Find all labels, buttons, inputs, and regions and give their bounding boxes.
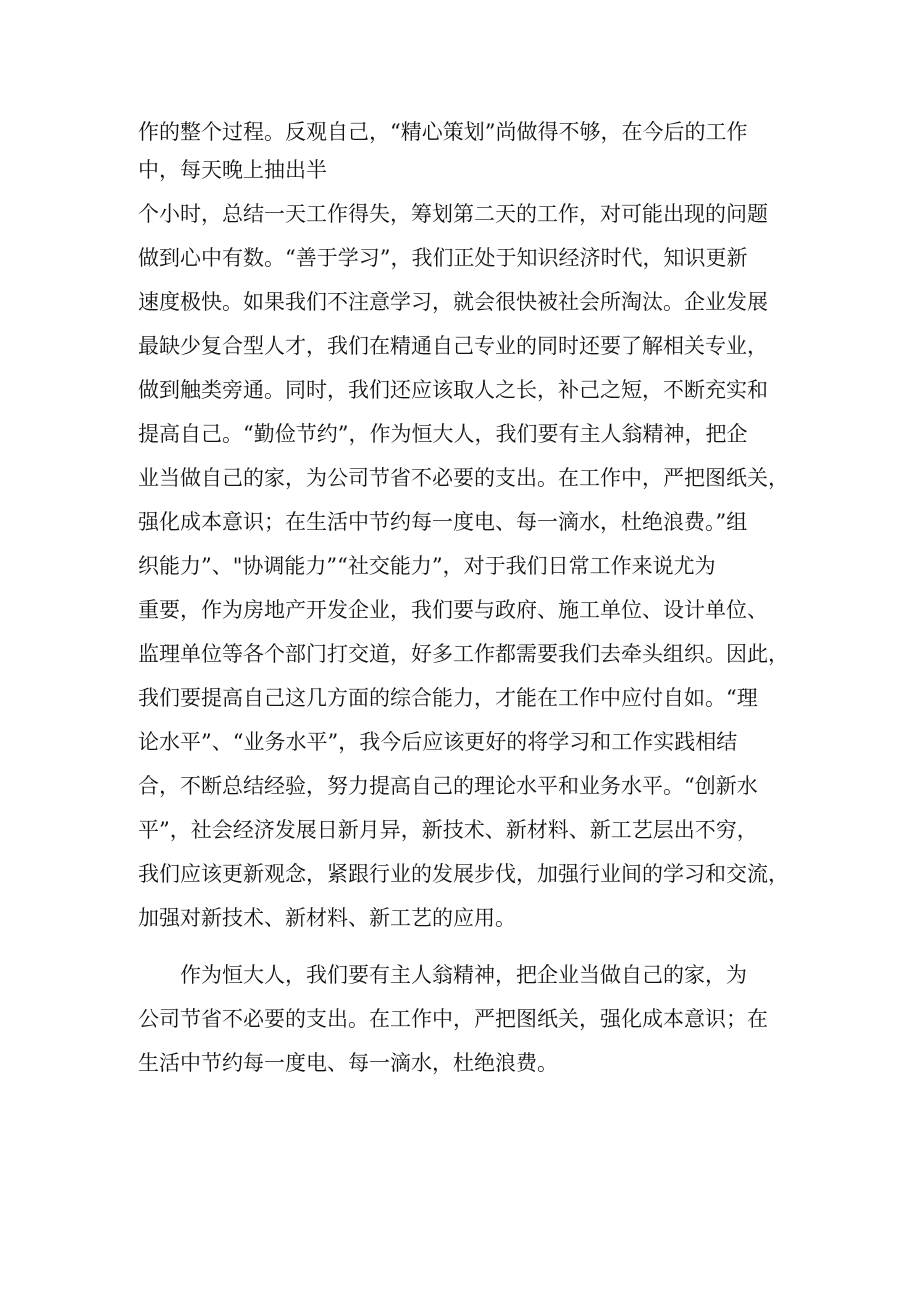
text-line: 平”，社会经济发展日新月异，新技术、新材料、新工艺层出不穷， <box>138 818 758 842</box>
text-line: 做到触类旁通。同时，我们还应该取人之长，补己之短，不断充实和 <box>138 378 768 402</box>
text-line: 作的整个过程。反观自己，“精心策划”尚做得不够，在今后的工作 <box>138 120 748 144</box>
text-line: 业当做自己的家，为公司节省不必要的支出。在工作中，严把图纸关， <box>138 466 789 490</box>
paragraph-2-line: 公司节省不必要的支出。在工作中，严把图纸关，强化成本意识；在 <box>138 1007 768 1031</box>
paragraph-2-line: 作为恒大人，我们要有主人翁精神，把企业当做自己的家，为 <box>180 963 747 987</box>
paragraph-2-line: 生活中节约每一度电、每一滴水，杜绝浪费。 <box>138 1051 558 1075</box>
text-line: 重要，作为房地产开发企业，我们要与政府、施工单位、设计单位、 <box>138 598 768 622</box>
text-line: 速度极快。如果我们不注意学习，就会很快被社会所淘汰。企业发展 <box>138 290 768 314</box>
text-line: 我们要提高自己这几方面的综合能力，才能在工作中应付自如。“理 <box>138 686 758 710</box>
text-line: 做到心中有数。“善于学习”，我们正处于知识经济时代，知识更新 <box>138 246 748 270</box>
text-line: 合，不断总结经验，努力提高自己的理论水平和业务水平。“创新水 <box>138 774 758 798</box>
text-line: 最缺少复合型人才，我们在精通自己专业的同时还要了解相关专业， <box>138 334 768 358</box>
text-line: 我们应该更新观念，紧跟行业的发展步伐，加强行业间的学习和交流， <box>138 862 789 886</box>
text-line: 加强对新技术、新材料、新工艺的应用。 <box>138 906 516 930</box>
text-line: 个小时，总结一天工作得失，筹划第二天的工作，对可能出现的问题 <box>138 202 768 226</box>
text-line: 论水平”、“业务水平”，我今后应该更好的将学习和工作实践相结 <box>138 730 738 754</box>
text-line: 监理单位等各个部门打交道，好多工作都需要我们去牵头组织。因此， <box>138 642 789 666</box>
document-body <box>138 113 788 1082</box>
text-line: 织能力”、"协调能力”“社交能力”，对于我们日常工作来说尤为 <box>138 554 716 578</box>
text-line: 中，每天晚上抽出半 <box>138 158 327 182</box>
text-line: 强化成本意识；在生活中节约每一度电、每一滴水，杜绝浪费。”组 <box>138 510 748 534</box>
text-line: 提高自己。“勤俭节约”，作为恒大人，我们要有主人翁精神，把企 <box>138 422 748 446</box>
